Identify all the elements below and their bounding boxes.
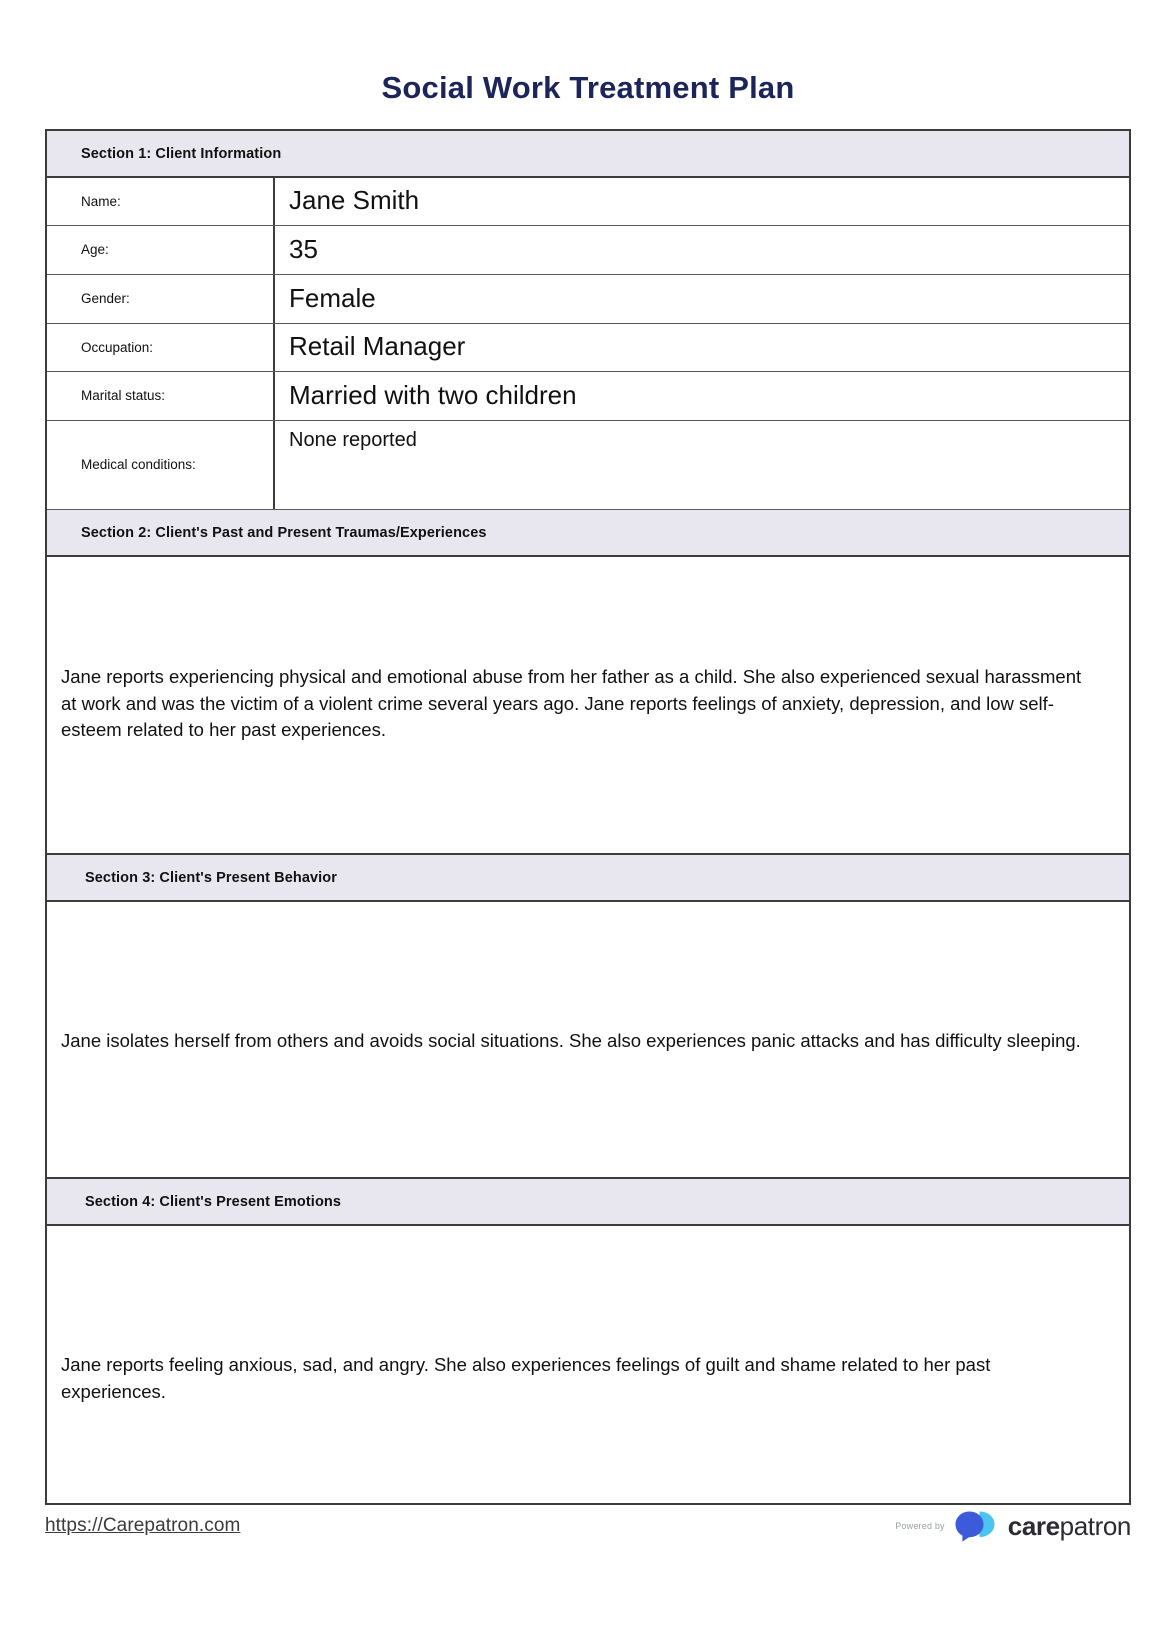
powered-by-label: Powered by — [895, 1520, 945, 1531]
section-header-client-information: Section 1: Client Information — [47, 131, 1129, 178]
field-value-gender[interactable]: Female — [289, 282, 376, 313]
table-row — [47, 421, 1129, 510]
table-row — [47, 178, 1129, 226]
table-row — [47, 226, 1129, 275]
field-label-medical-conditions: Medical conditions: — [47, 421, 275, 509]
table-row — [47, 372, 1129, 421]
section-body-traumas-text: Jane reports experiencing physical and emotional abuse from her father as a child. She also experienced sexual harassment at work and was the victim of a violent crime several years ago. Jane reports feelings of anxiety, depression, and low self-esteem related to her past experiences. — [61, 665, 1082, 741]
field-label-gender: Gender: — [47, 275, 275, 323]
field-value-medical-conditions[interactable]: None reported — [289, 428, 417, 451]
carepatron-wordmark-light: patron — [1059, 1510, 1131, 1541]
section-body-behavior-text: Jane isolates herself from others and avoids social situations. She also experiences panic attacks and has difficulty sleeping. — [61, 1029, 1081, 1051]
carepatron-logo — [895, 1509, 1131, 1543]
document-page — [0, 21, 1176, 1651]
field-value-age[interactable]: 35 — [289, 233, 318, 264]
section-header-emotions: Section 4: Client's Present Emotions — [47, 1179, 1129, 1226]
field-label-age: Age: — [47, 226, 275, 274]
field-value-name[interactable]: Jane Smith — [289, 185, 420, 216]
treatment-plan-table — [45, 129, 1131, 1505]
section-header-behavior: Section 3: Client's Present Behavior — [47, 855, 1129, 902]
field-label-name: Name: — [47, 178, 275, 225]
section-header-traumas: Section 2: Client's Past and Present Traumas/Experiences — [47, 510, 1129, 557]
section-body-emotions[interactable] — [47, 1226, 1129, 1503]
field-label-occupation: Occupation: — [47, 324, 275, 371]
table-row — [47, 324, 1129, 372]
field-value-occupation[interactable]: Retail Manager — [289, 331, 466, 362]
carepatron-wordmark-bold: care — [1007, 1510, 1060, 1541]
page-footer — [45, 1491, 1131, 1561]
carepatron-mark-icon — [955, 1509, 999, 1543]
carepatron-website-link[interactable]: https://Carepatron.com — [45, 1514, 241, 1536]
section-body-traumas[interactable] — [47, 557, 1129, 855]
carepatron-wordmark — [1007, 1510, 1131, 1541]
section-body-emotions-text: Jane reports feeling anxious, sad, and angry. She also experiences feelings of guilt and shame related to her past experiences. — [61, 1353, 991, 1402]
table-row — [47, 275, 1129, 324]
field-label-marital-status: Marital status: — [47, 372, 275, 420]
section-body-behavior[interactable] — [47, 902, 1129, 1179]
page-title: Social Work Treatment Plan — [381, 69, 795, 105]
field-value-marital-status[interactable]: Married with two children — [289, 379, 577, 410]
